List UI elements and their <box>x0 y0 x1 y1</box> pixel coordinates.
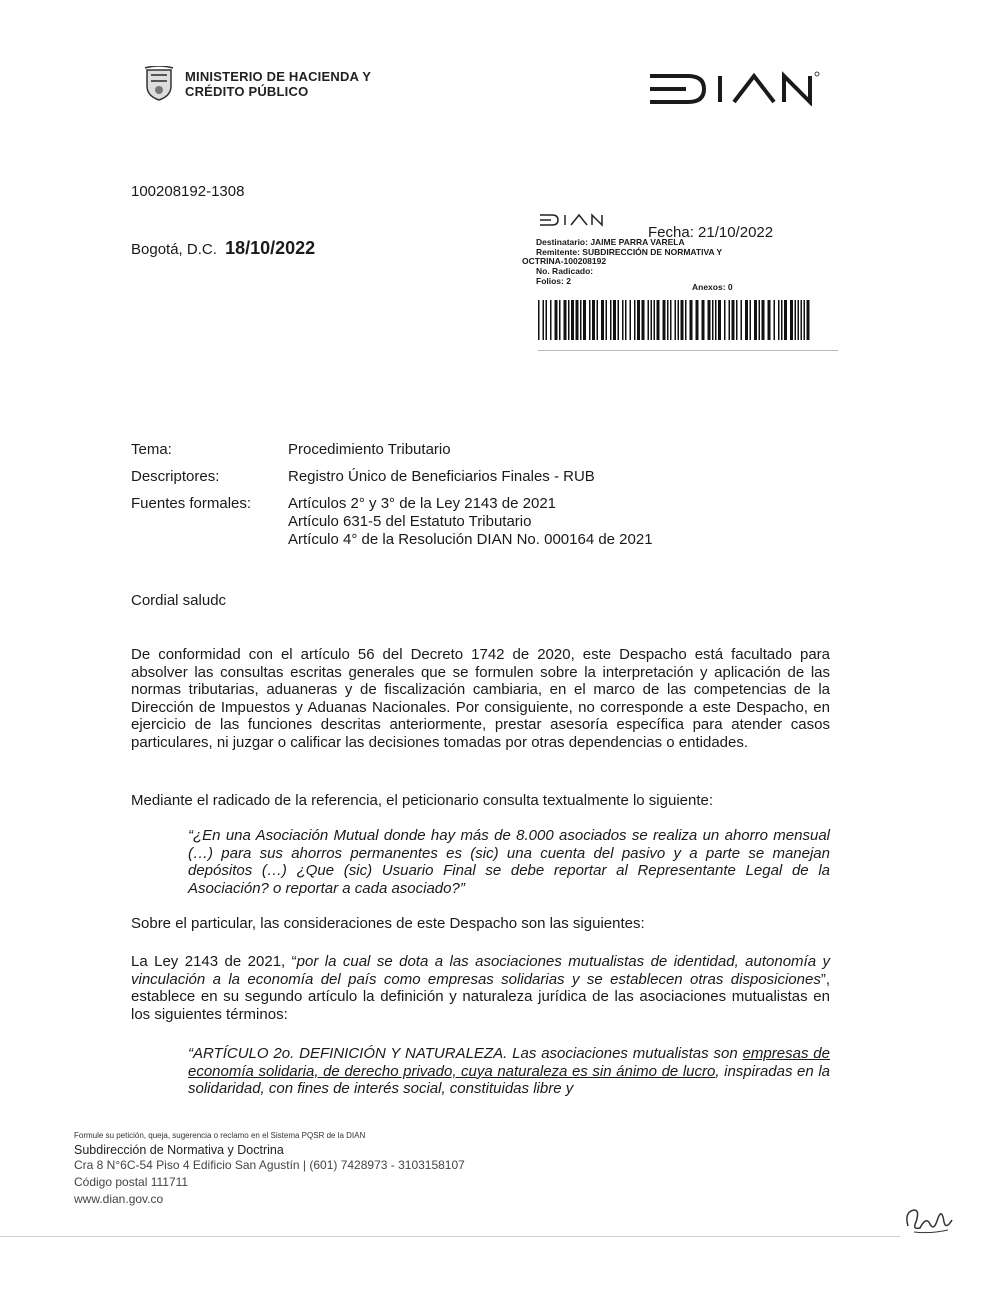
quote-article-2 <box>188 1045 830 1098</box>
meta-tema <box>131 441 653 459</box>
stamp-divider <box>538 350 838 351</box>
ministry-name-line2: CRÉDITO PÚBLICO <box>185 84 309 99</box>
city-date <box>131 238 315 259</box>
reference-number: 100208192-1308 <box>131 183 245 200</box>
article-end: , inspiradas en la solidaridad, con fines de interés social, constituidas libre y <box>188 1062 830 1097</box>
paragraph-ley-2143 <box>131 953 830 1023</box>
paragraph-consultation: Mediante el radicado de la referencia, el peticionario consulta textualmente lo siguiente: <box>131 792 714 809</box>
document-metadata <box>131 441 653 558</box>
stamp-dian-logo-icon <box>538 212 626 228</box>
fuente-item: Artículo 4° de la Resolución DIAN No. 000164 de 2021 <box>288 531 653 548</box>
ministry-header <box>143 66 371 102</box>
footer-department: Subdirección de Normativa y Doctrina <box>74 1143 284 1157</box>
stamp-sender: Remitente: SUBDIRECCIÓN DE NORMATIVA Y <box>536 247 723 257</box>
stamp-radicado: No. Radicado: <box>536 266 594 276</box>
footer-pqsr-note: Formule su petición, queja, sugerencia o reclamo en el Sistema PQSR de la DIAN <box>74 1131 366 1140</box>
stamp-anexos: Anexos: 0 <box>692 282 733 292</box>
quote-consultation: “¿En una Asociación Mutual donde hay más de 8.000 asociados se realiza un ahorro mensual (…) para sus ahorros permanentes es (sic) una cuenta del pasivo y a parte se manejan depósitos (…) ¿Que (sic) Usuario Final se debe reportar al Representante Legal de la Asociación? o reportar a cada asociado?” <box>188 827 830 897</box>
barcode-icon <box>538 300 814 340</box>
fuente-item: Artículo 631-5 del Estatuto Tributario <box>288 513 532 530</box>
city: Bogotá, D.C. <box>131 241 217 258</box>
ministry-name-line1: MINISTERIO DE HACIENDA Y <box>185 69 372 84</box>
initials-signature-icon <box>900 1198 960 1238</box>
meta-fuentes <box>131 495 653 549</box>
footer <box>74 1131 465 1208</box>
fuente-item: Artículos 2° y 3° de la Ley 2143 de 2021 <box>288 495 557 512</box>
descriptores-value: Registro Único de Beneficiarios Finales - RUB <box>288 468 595 485</box>
ley-title: por la cual se dota a las asociaciones mutualistas de identidad, autonomía y vinculación a la economía del país como empresas solidarias y se establecen otras disposiciones <box>131 953 831 988</box>
stamp-recipient: Destinatario: JAIME PARRA VARELA <box>536 237 685 247</box>
letter-date: 18/10/2022 <box>225 238 316 258</box>
footer-postal-code: Código postal 111711 <box>74 1175 189 1189</box>
dian-logo <box>646 68 821 111</box>
dian-logo-icon <box>646 68 821 106</box>
stamp-sender-office: OCTRINA-100208192 <box>522 256 607 266</box>
greeting: Cordial saludc <box>131 592 227 609</box>
ley-rest: ”, establece en su segundo artículo la definición y naturaleza jurídica de las asociaciones mutualistas en los siguientes términos: <box>131 970 830 1023</box>
paragraph-competence: De conformidad con el artículo 56 del Decreto 1742 de 2020, este Despacho está facultado para absolver las consultas escritas generales que se formulen sobre la interpretación y aplicación de las normas tributarias, aduaneras y de fiscalización cambiaria, en el marco de las competencias de la Dirección de Impuestos y Aduanas Nacionales. Por consiguiente, no corresponde a este Despacho, en ejercicio de las funciones descritas anteriormente, prestar asesoría específica para atender casos particulares, ni juzgar o calificar las decisiones tomadas por otras dependencias o entidades. <box>131 646 830 751</box>
ley-intro: La Ley 2143 de 2021, “ <box>131 953 297 970</box>
footer-address: Cra 8 N°6C-54 Piso 4 Edificio San Agustín | (601) 7428973 - 3103158107 <box>74 1158 465 1172</box>
coat-of-arms-icon <box>143 66 175 102</box>
paragraph-considerations: Sobre el particular, las consideraciones de este Despacho son las siguientes: <box>131 915 645 932</box>
descriptores-label: Descriptores: <box>131 468 220 485</box>
article-underlined: empresas de economía solidaria, de derecho privado, cuya naturaleza es sin ánimo de lucro <box>188 1045 830 1080</box>
tema-label: Tema: <box>131 441 172 458</box>
footer-rule <box>0 1236 900 1237</box>
fuentes-label: Fuentes formales: <box>131 495 252 512</box>
footer-website[interactable]: www.dian.gov.co <box>74 1192 164 1206</box>
stamp-date: Fecha: 21/10/2022 <box>648 224 774 241</box>
article-start: “ARTÍCULO 2o. DEFINICIÓN Y NATURALEZA. Las asociaciones mutualistas son <box>188 1045 743 1062</box>
stamp-folios: Folios: 2 <box>536 276 571 286</box>
tema-value: Procedimiento Tributario <box>288 441 451 458</box>
meta-descriptores <box>131 468 653 486</box>
